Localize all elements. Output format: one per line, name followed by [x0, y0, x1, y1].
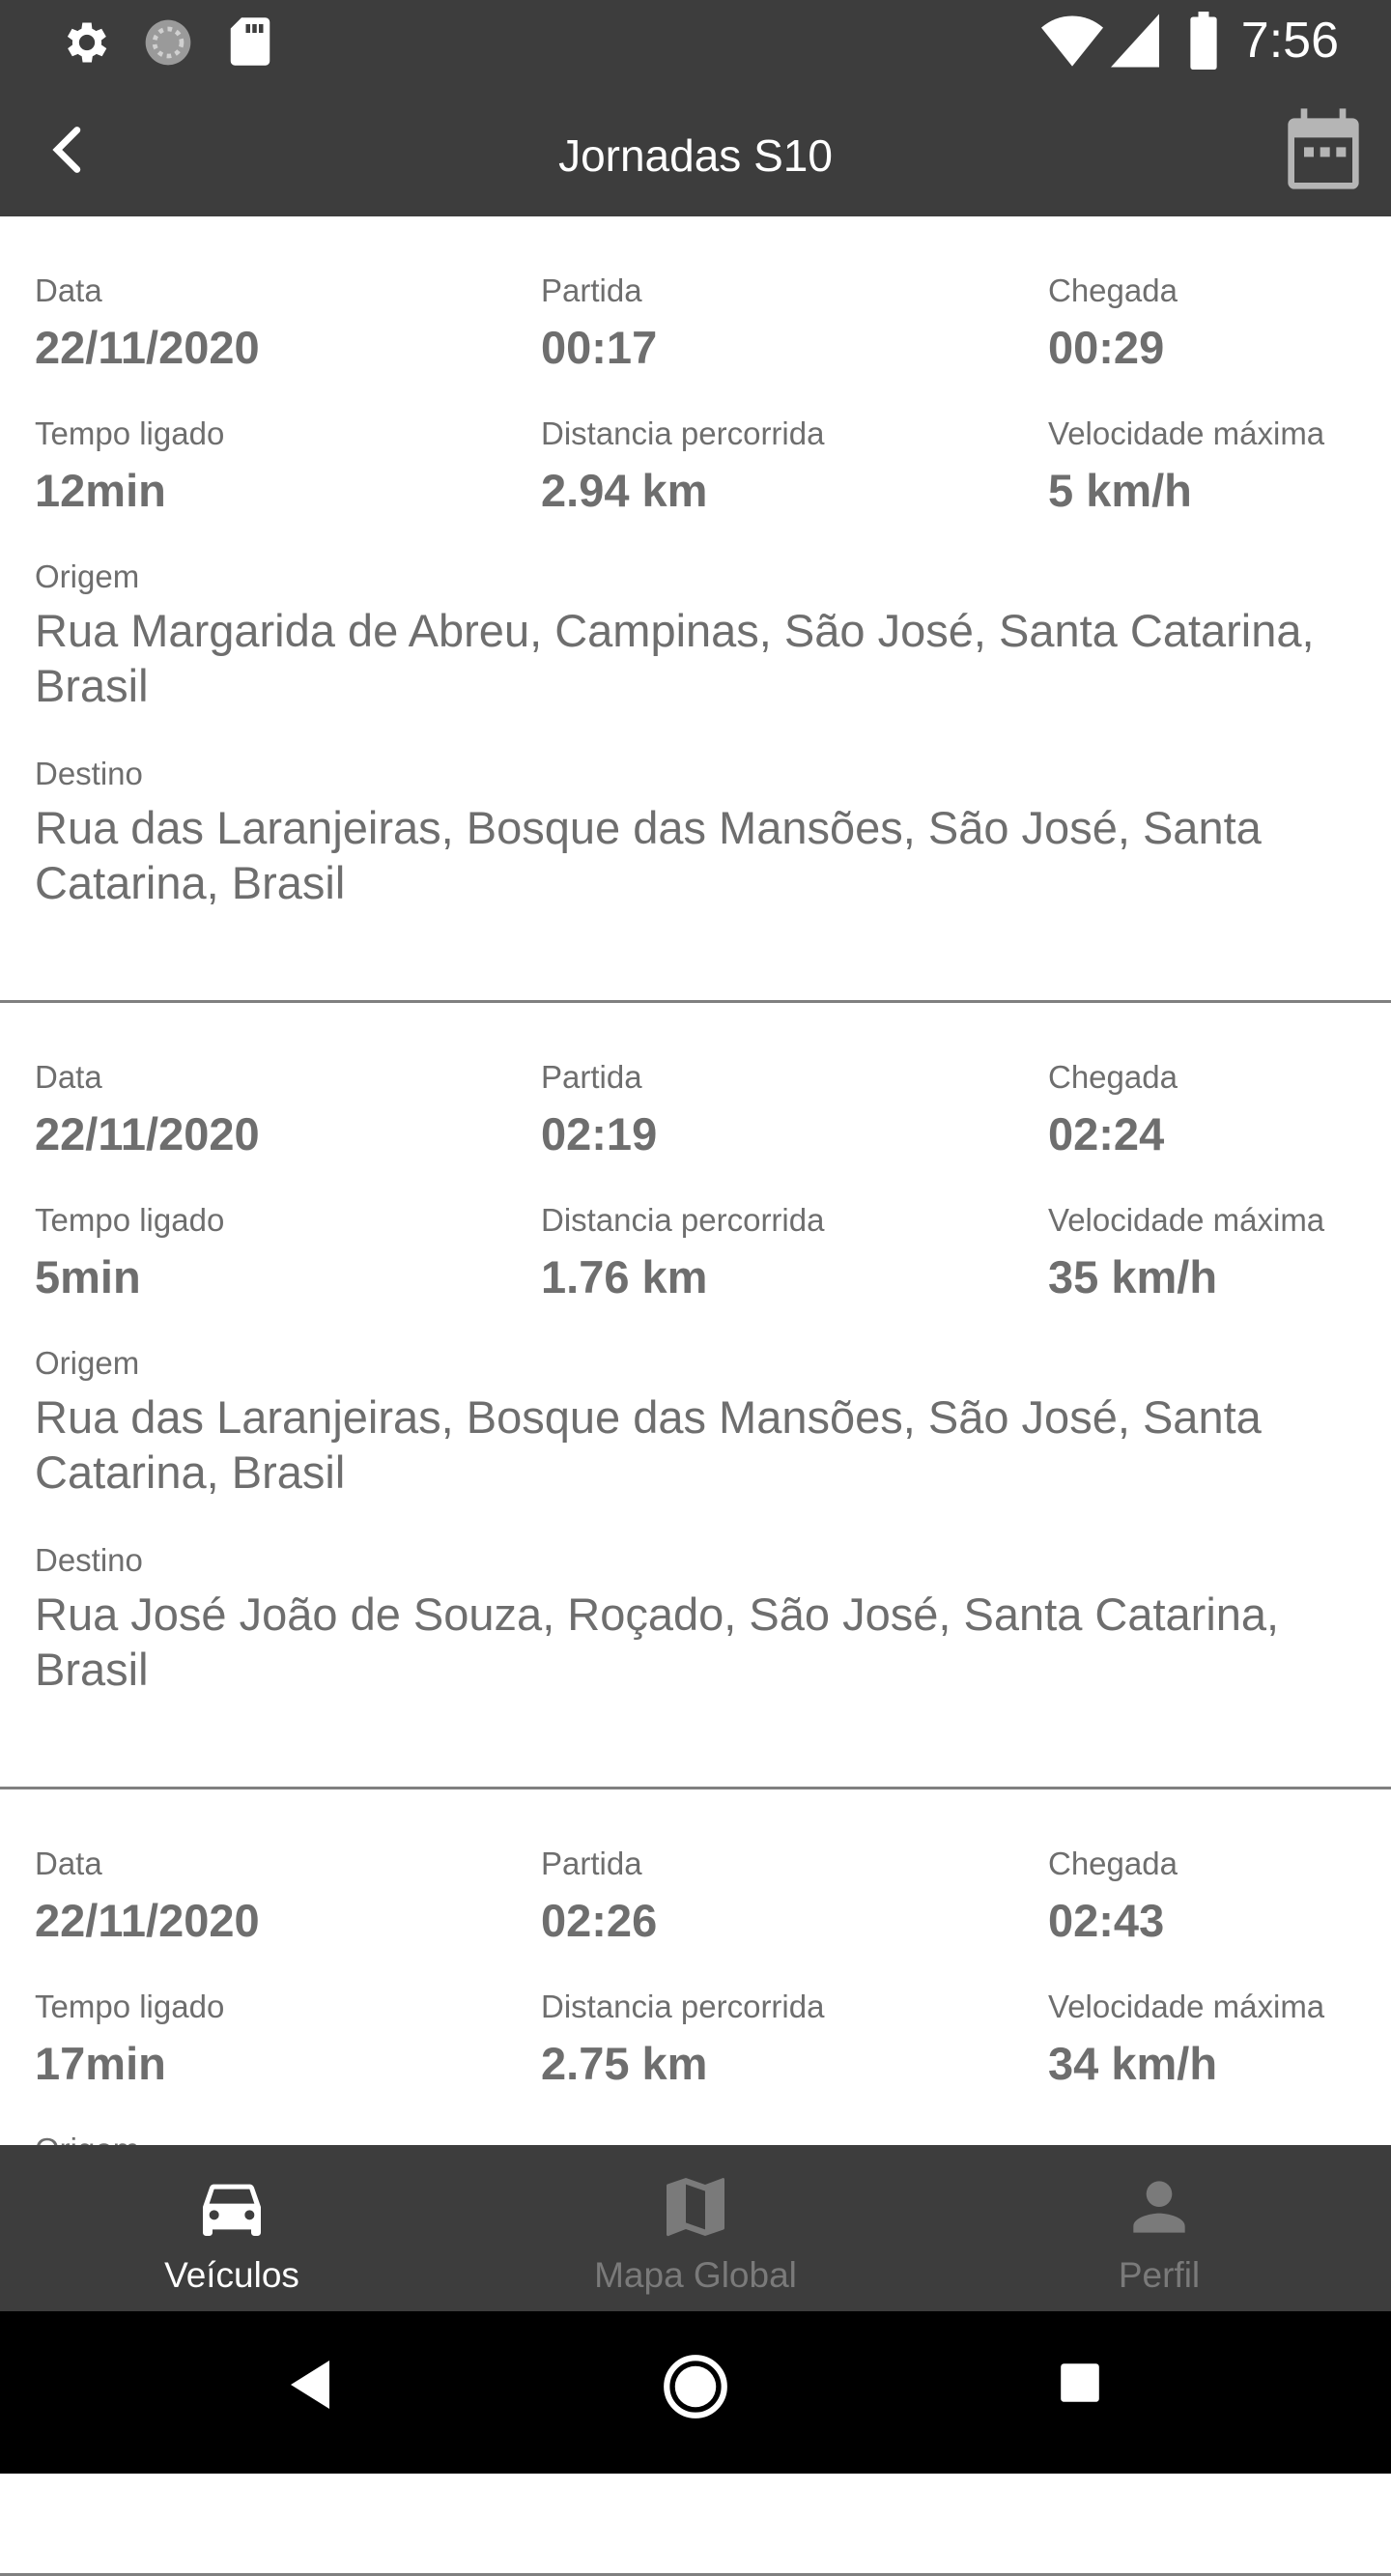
origin-address: Rua Margarida de Abreu, Campinas, São José, Santa Catarina, Brasil — [35, 605, 1315, 711]
arrival-value: 02:43 — [1048, 1895, 1165, 1946]
nav-item-perfil[interactable] — [927, 2145, 1391, 2311]
departure-value: 02:19 — [541, 1108, 658, 1159]
arrival-value: 02:24 — [1048, 1108, 1165, 1159]
nav-item-veiculos[interactable] — [0, 2145, 464, 2311]
back-triangle-icon[interactable] — [286, 2358, 334, 2412]
bottom-navigation — [0, 2145, 1391, 2311]
destination-address: Rua José João de Souza, Roçado, São José, Santa Catarina, Brasil — [35, 1589, 1280, 1695]
page-title: Jornadas S10 — [558, 130, 833, 181]
trip-card[interactable] — [0, 1003, 1391, 1789]
max-speed-label: Velocidade máxima — [1048, 415, 1325, 451]
distance-label: Distancia percorrida — [541, 1989, 825, 2024]
max-speed-label: Velocidade máxima — [1048, 1202, 1325, 1238]
departure-value: 02:26 — [541, 1895, 658, 1946]
trip-list[interactable] — [0, 216, 1391, 2145]
destination-label: Destino — [35, 756, 143, 791]
arrival-value: 00:29 — [1048, 322, 1165, 373]
nav-label: Perfil — [1118, 2255, 1201, 2295]
origin-label: Origem — [35, 1345, 140, 1381]
departure-label: Partida — [541, 272, 642, 308]
destination-label: Destino — [35, 1542, 143, 1578]
system-navigation-bar — [0, 2311, 1391, 2474]
max-speed-value: 5 km/h — [1048, 465, 1192, 516]
calendar-button[interactable] — [1285, 108, 1362, 189]
status-bar — [0, 0, 1391, 81]
battery-icon — [1186, 12, 1221, 70]
person-icon — [1121, 2168, 1198, 2246]
recents-square-icon[interactable] — [1059, 2361, 1101, 2404]
nav-label: Mapa Global — [594, 2255, 797, 2295]
origin-label: Origem — [35, 558, 140, 594]
engine-time-label: Tempo ligado — [35, 1202, 225, 1238]
distance-label: Distancia percorrida — [541, 1202, 825, 1238]
max-speed-label: Velocidade máxima — [1048, 1989, 1325, 2024]
destination-address: Rua das Laranjeiras, Bosque das Mansões, São José, Santa Catarina, Brasil — [35, 802, 1262, 908]
distance-value: 2.75 km — [541, 2038, 708, 2089]
distance-label: Distancia percorrida — [541, 415, 825, 451]
engine-time-label: Tempo ligado — [35, 415, 225, 451]
engine-time-label: Tempo ligado — [35, 1989, 225, 2024]
status-time: 7:56 — [1240, 13, 1339, 69]
distance-value: 2.94 km — [541, 465, 708, 516]
distance-value: 1.76 km — [541, 1251, 708, 1302]
nav-item-mapa-global[interactable] — [464, 2145, 927, 2311]
date-label: Data — [35, 1059, 102, 1095]
trip-card[interactable] — [0, 216, 1391, 1003]
sync-icon — [141, 15, 195, 70]
arrival-label: Chegada — [1048, 1059, 1178, 1095]
signal-icon — [1111, 14, 1159, 68]
nav-label: Veículos — [164, 2255, 299, 2295]
departure-label: Partida — [541, 1846, 642, 1881]
home-circle-icon[interactable] — [663, 2354, 728, 2419]
departure-label: Partida — [541, 1059, 642, 1095]
departure-value: 00:17 — [541, 322, 658, 373]
map-icon — [657, 2168, 734, 2246]
gear-icon — [60, 15, 114, 70]
engine-time-value: 5min — [35, 1251, 141, 1302]
engine-time-value: 17min — [35, 2038, 166, 2089]
date-label: Data — [35, 1846, 102, 1881]
origin-address: Rua das Laranjeiras, Bosque das Mansões, São José, Santa Catarina, Brasil — [35, 1391, 1262, 1498]
max-speed-value: 34 km/h — [1048, 2038, 1218, 2089]
app-bar — [0, 81, 1391, 216]
sd-card-icon — [226, 15, 274, 68]
car-icon — [193, 2168, 270, 2246]
arrival-label: Chegada — [1048, 1846, 1178, 1881]
date-value: 22/11/2020 — [35, 322, 260, 373]
arrival-label: Chegada — [1048, 272, 1178, 308]
wifi-icon — [1041, 14, 1103, 68]
date-value: 22/11/2020 — [35, 1895, 260, 1946]
date-value: 22/11/2020 — [35, 1108, 260, 1159]
calendar-icon — [1285, 108, 1362, 189]
engine-time-value: 12min — [35, 465, 166, 516]
max-speed-value: 35 km/h — [1048, 1251, 1218, 1302]
date-label: Data — [35, 272, 102, 308]
